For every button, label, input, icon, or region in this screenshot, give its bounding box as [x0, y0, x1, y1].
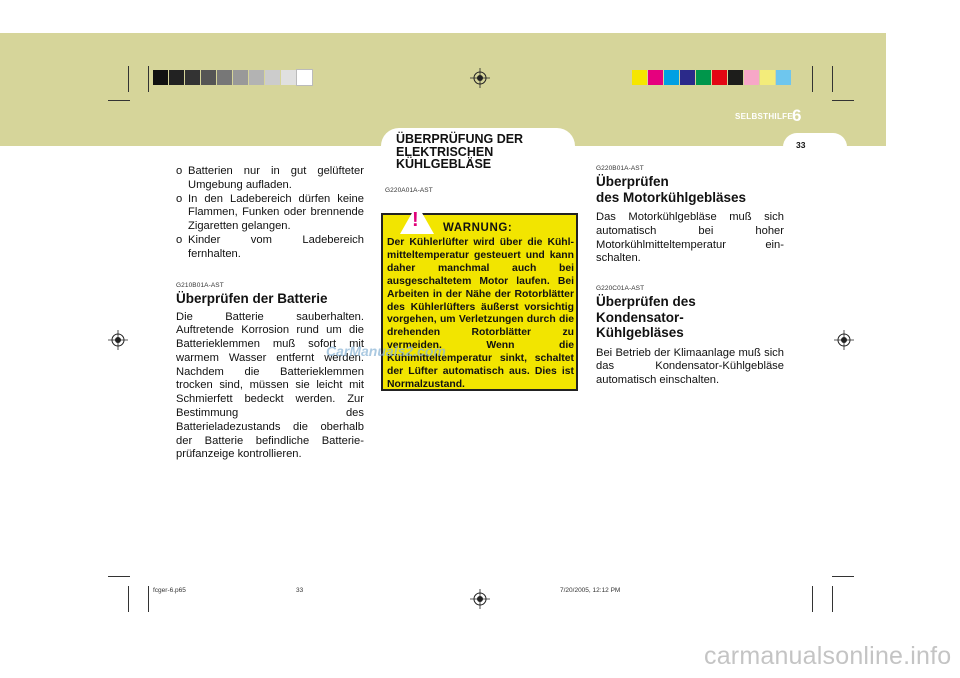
condenser-fan-heading: Überprüfen des Kondensator- Kühlgebläses: [596, 294, 696, 340]
battery-text: Die Batterie sauberhalten. Auftretende Korrosion rund um die Batterieklemmen muß sofort mit warmem Wasser entfernt werden. Nachdem die Batterieklemmen trocken sind, müssen sie leicht mit Schmierfett bedeckt werden. Zur Bestimmung des Batterieladezustands die oberhalb der Batterie befindliche Batterie-prüfanzeige kontrollieren.: [176, 310, 364, 461]
section-code: G210B01A-AST: [176, 282, 224, 289]
color-swatch: [249, 70, 264, 85]
color-swatch: [265, 70, 280, 85]
warning-label: WARNUNG:: [443, 222, 513, 234]
color-swatch: [185, 70, 200, 85]
color-swatch: [680, 70, 695, 85]
color-swatch: [297, 70, 312, 85]
color-swatch: [728, 70, 743, 85]
warning-text: Der Kühlerlüfter wird über die Kühl-mitteltemperatur gesteuert und kann daher manchmal auch bei ausgeschaltetem Motor laufen. Bei Arbeiten in der Nähe der Rotorblätter des Kühlerlüfters äußerst vorsichtig vorgehen, um Verletzungen durch die drehenden Rotorblätter zu vermeiden. Wenn die Kühlmitteltemperatur sinkt, schaltet der Lüfter automatisch aus. Dies ist Normalzustand.: [387, 237, 574, 390]
footer-timestamp: 7/20/2005, 12:12 PM: [560, 587, 621, 594]
color-swatch: [696, 70, 711, 85]
registration-mark-icon: [470, 589, 490, 609]
color-swatch: [776, 70, 791, 85]
color-swatch: [744, 70, 759, 85]
footer-page: 33: [296, 587, 304, 594]
color-swatch: [217, 70, 232, 85]
section-title-line-3: KÜHLGEBLÄSE: [396, 157, 492, 171]
left-column: [176, 165, 364, 262]
color-swatch: [632, 70, 647, 85]
warning-exclamation: !: [412, 209, 419, 231]
engine-fan-text: Das Motorkühlgebläse muß sich automatisch bei hoher Motorkühlmitteltemperatur ein-schalten.: [596, 211, 784, 265]
condenser-fan-text: Bei Betrieb der Klimaanlage muß sich das Kondensator-Kühlgebläse automatisch einschalten.: [596, 346, 784, 387]
color-swatch: [712, 70, 727, 85]
chapter-number: 6: [792, 106, 802, 125]
section-code: G220C01A-AST: [596, 285, 645, 292]
watermark-small: CarManuals2.com: [326, 343, 446, 359]
warning-section-code: G220A01A-AST: [385, 187, 433, 194]
section-title-line-1: ÜBERPRÜFUNG DER: [396, 132, 524, 146]
footer-file: fcger-6.p65: [153, 587, 186, 594]
registration-mark-icon: [108, 330, 128, 350]
warning-box: [381, 209, 578, 391]
page-number-tab: [783, 133, 847, 161]
registration-mark-icon: [834, 330, 854, 350]
color-swatch: [664, 70, 679, 85]
color-swatch: [281, 70, 296, 85]
color-swatch: [648, 70, 663, 85]
section-title: [396, 133, 523, 171]
watermark-large: carmanualsonline.info: [704, 642, 952, 670]
chapter-label: SELBSTHILFE: [735, 112, 793, 121]
engine-fan-heading: Überprüfen des Motorkühlgebläses: [596, 174, 747, 205]
list-item: o Kinder vom Ladebereich fernhalten.: [176, 233, 364, 260]
condenser-fan-section: [596, 285, 784, 388]
color-swatch: [153, 70, 168, 85]
color-swatch: [760, 70, 775, 85]
list-item: o In den Ladebereich dürfen keine Flammen, Funken oder brennende Zigaretten gelangen.: [176, 192, 364, 233]
list-item: o Batterien nur in gut gelüfteter Umgebung aufladen.: [176, 165, 364, 191]
battery-section: [176, 282, 364, 462]
color-swatch: [201, 70, 216, 85]
engine-fan-section: [596, 165, 784, 266]
section-title-line-2: ELEKTRISCHEN: [396, 144, 494, 159]
battery-heading: Überprüfen der Batterie: [176, 291, 328, 306]
page-number: 33: [796, 140, 806, 150]
battery-safety-list: [176, 165, 364, 262]
registration-mark-icon: [470, 68, 490, 88]
color-swatch: [169, 70, 184, 85]
color-swatch: [233, 70, 248, 85]
section-code: G220B01A-AST: [596, 165, 644, 172]
